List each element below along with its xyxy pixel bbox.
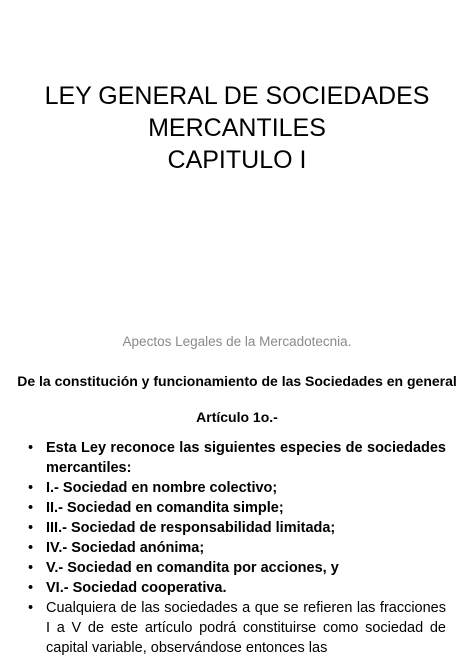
bullet-text: VI.- Sociedad cooperativa. (46, 580, 227, 596)
bullet-icon: • (28, 440, 34, 456)
bullet-text: Cualquiera de las sociedades a que se refieren las fracciones I a V de este artículo podrá constituirse como sociedad de capital variable, observándose entonces las (46, 600, 446, 656)
bullet-icon: • (28, 560, 34, 576)
bullet-item (28, 578, 446, 598)
bullet-item (28, 558, 446, 578)
bullet-item (28, 438, 446, 478)
bullet-icon: • (28, 520, 34, 536)
slide-title (0, 80, 474, 176)
section-heading: De la constitución y funcionamiento de las Sociedades en general (17, 373, 457, 389)
bullet-text: III.- Sociedad de responsabilidad limitada; (46, 520, 336, 536)
bullet-text: IV.- Sociedad anónima; (46, 540, 205, 556)
title-line-3: CAPITULO I (167, 146, 307, 174)
bullet-item (28, 518, 446, 538)
bullet-text: V.- Sociedad en comandita por acciones, y (46, 560, 339, 576)
bullet-icon: • (28, 500, 34, 516)
bullet-text: II.- Sociedad en comandita simple; (46, 500, 284, 516)
bullet-text: Esta Ley reconoce las siguientes especies de sociedades mercantiles: (46, 440, 446, 476)
bullet-item (28, 498, 446, 518)
bullet-item (28, 478, 446, 498)
bullet-icon: • (28, 540, 34, 556)
bullet-icon: • (28, 480, 34, 496)
bullet-icon: • (28, 580, 34, 596)
bullet-list (28, 438, 446, 658)
title-line-2: MERCANTILES (148, 114, 326, 142)
slide-subtitle: Apectos Legales de la Mercadotecnia. (122, 334, 352, 349)
bullet-item (28, 538, 446, 558)
bullet-item (28, 598, 446, 658)
title-line-1: LEY GENERAL DE SOCIEDADES (44, 82, 430, 110)
article-title: Artículo 1o.- (196, 409, 278, 425)
bullet-text: I.- Sociedad en nombre colectivo; (46, 480, 278, 496)
bullet-icon: • (28, 600, 34, 616)
